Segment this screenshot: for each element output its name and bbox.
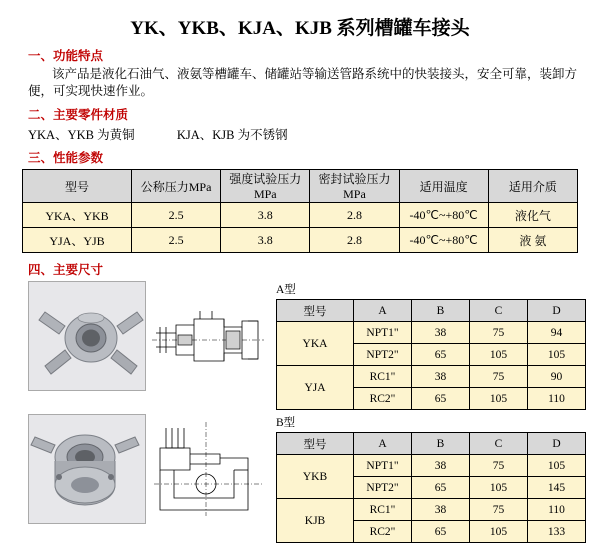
- material-heading: 二、主要零件材质: [28, 108, 129, 122]
- perf-header-model: 型号: [23, 170, 132, 203]
- table-row: [277, 366, 586, 388]
- dim-b-cell: 105: [528, 455, 586, 477]
- material-text: [28, 125, 586, 143]
- table-row: [23, 228, 578, 253]
- dim-b-header-d: D: [528, 433, 586, 455]
- perf-cell-nominal: 2.5: [132, 228, 221, 253]
- dim-b-cell: 105: [470, 477, 528, 499]
- dim-b-cell: NPT2": [354, 477, 412, 499]
- dim-a-cell: NPT2": [354, 344, 412, 366]
- performance-table: [22, 169, 578, 253]
- features-heading: 一、功能特点: [28, 49, 104, 63]
- dimension-table-b-wrap: [276, 414, 586, 543]
- dim-a-header-a: A: [354, 300, 412, 322]
- perf-header-strength-pressure: 强度试验压力MPa: [221, 170, 310, 203]
- dim-a-cell: 75: [470, 366, 528, 388]
- dim-a-header-model: 型号: [277, 300, 354, 322]
- perf-cell-medium: 液化气: [488, 203, 577, 228]
- dim-b-cell: 38: [412, 499, 470, 521]
- dim-b-cell: 110: [528, 499, 586, 521]
- table-header-row: [277, 433, 586, 455]
- table-row: [23, 203, 578, 228]
- table-header-row: [277, 300, 586, 322]
- technical-drawing-b: [150, 414, 266, 522]
- dim-b-model-kjb: KJB: [277, 499, 354, 543]
- coupler-photo-b-graphic: [29, 415, 145, 523]
- dim-a-cell: 65: [412, 344, 470, 366]
- dim-a-cell: 105: [528, 344, 586, 366]
- perf-cell-seal: 2.8: [310, 228, 399, 253]
- drawing-a-graphic: [150, 281, 266, 389]
- technical-drawing-a: [150, 281, 266, 389]
- dim-a-header-b: B: [412, 300, 470, 322]
- perf-cell-model: YJA、YJB: [23, 228, 132, 253]
- dim-b-cell: 75: [470, 499, 528, 521]
- page-title: YK、YKB、KJA、KJB 系列槽罐车接头: [130, 18, 470, 39]
- dim-a-cell: 105: [470, 344, 528, 366]
- dim-b-cell: RC2": [354, 521, 412, 543]
- dim-a-cell: 90: [528, 366, 586, 388]
- table-row: [277, 499, 586, 521]
- coupler-photo-a-graphic: [29, 282, 145, 390]
- dim-b-header-b: B: [412, 433, 470, 455]
- table-row: [277, 322, 586, 344]
- dim-b-cell: 75: [470, 455, 528, 477]
- perf-header-medium: 适用介质: [488, 170, 577, 203]
- features-text: 该产品是液化石油气、液氨等槽罐车、储罐站等输送管路系统中的快装接头，安全可靠，装卸方便，可实现快速作业。: [28, 67, 578, 98]
- dimension-block-b: [28, 414, 596, 543]
- dim-b-cell: RC1": [354, 499, 412, 521]
- dim-a-header-c: C: [470, 300, 528, 322]
- dim-a-header-d: D: [528, 300, 586, 322]
- dim-a-cell: RC1": [354, 366, 412, 388]
- dim-b-model-ykb: YKB: [277, 455, 354, 499]
- performance-heading: 三、性能参数: [28, 151, 104, 165]
- dimension-block-a: [28, 281, 596, 410]
- dim-a-cell: 38: [412, 322, 470, 344]
- dim-b-cell: 133: [528, 521, 586, 543]
- dim-b-header-model: 型号: [277, 433, 354, 455]
- perf-cell-model: YKA、YKB: [23, 203, 132, 228]
- dim-a-cell: RC2": [354, 388, 412, 410]
- dim-a-cell: 105: [470, 388, 528, 410]
- document-page: [0, 13, 600, 538]
- dimension-table-a: [276, 299, 586, 410]
- perf-header-nominal-pressure: 公称压力MPa: [132, 170, 221, 203]
- perf-header-temperature: 适用温度: [399, 170, 488, 203]
- dim-a-cell: 65: [412, 388, 470, 410]
- dim-b-cell: 65: [412, 521, 470, 543]
- perf-cell-medium: 液 氨: [488, 228, 577, 253]
- dim-a-model-yka: YKA: [277, 322, 354, 366]
- dim-b-header-a: A: [354, 433, 412, 455]
- perf-cell-seal: 2.8: [310, 203, 399, 228]
- dim-a-cell: 75: [470, 322, 528, 344]
- dim-a-cell: NPT1": [354, 322, 412, 344]
- dim-a-cell: 38: [412, 366, 470, 388]
- perf-cell-temp: -40℃~+80℃: [399, 203, 488, 228]
- dim-b-header-c: C: [470, 433, 528, 455]
- dimension-table-a-wrap: [276, 281, 586, 410]
- dim-b-cell: 65: [412, 477, 470, 499]
- table-header-row: [23, 170, 578, 203]
- perf-cell-temp: -40℃~+80℃: [399, 228, 488, 253]
- product-photo-b: [28, 414, 146, 524]
- dim-a-model-yja: YJA: [277, 366, 354, 410]
- dimensions-heading: 四、主要尺寸: [28, 263, 104, 277]
- dim-b-cell: 145: [528, 477, 586, 499]
- dim-a-cell: 110: [528, 388, 586, 410]
- perf-header-seal-pressure: 密封试验压力MPa: [310, 170, 399, 203]
- product-photo-a: [28, 281, 146, 391]
- material-text-steel: KJA、KJB 为不锈钢: [176, 128, 288, 142]
- dimensions-area: [28, 281, 596, 543]
- material-text-brass: YKA、YKB 为黄铜: [28, 128, 135, 142]
- dim-b-cell: NPT1": [354, 455, 412, 477]
- dim-b-cell: 38: [412, 455, 470, 477]
- perf-cell-strength: 3.8: [221, 203, 310, 228]
- type-label-a: A型: [276, 284, 296, 296]
- table-row: [277, 455, 586, 477]
- dim-b-cell: 105: [470, 521, 528, 543]
- perf-cell-nominal: 2.5: [132, 203, 221, 228]
- dimension-table-b: [276, 432, 586, 543]
- dim-a-cell: 94: [528, 322, 586, 344]
- drawing-b-graphic: [150, 414, 266, 522]
- perf-cell-strength: 3.8: [221, 228, 310, 253]
- type-label-b: B型: [276, 417, 296, 429]
